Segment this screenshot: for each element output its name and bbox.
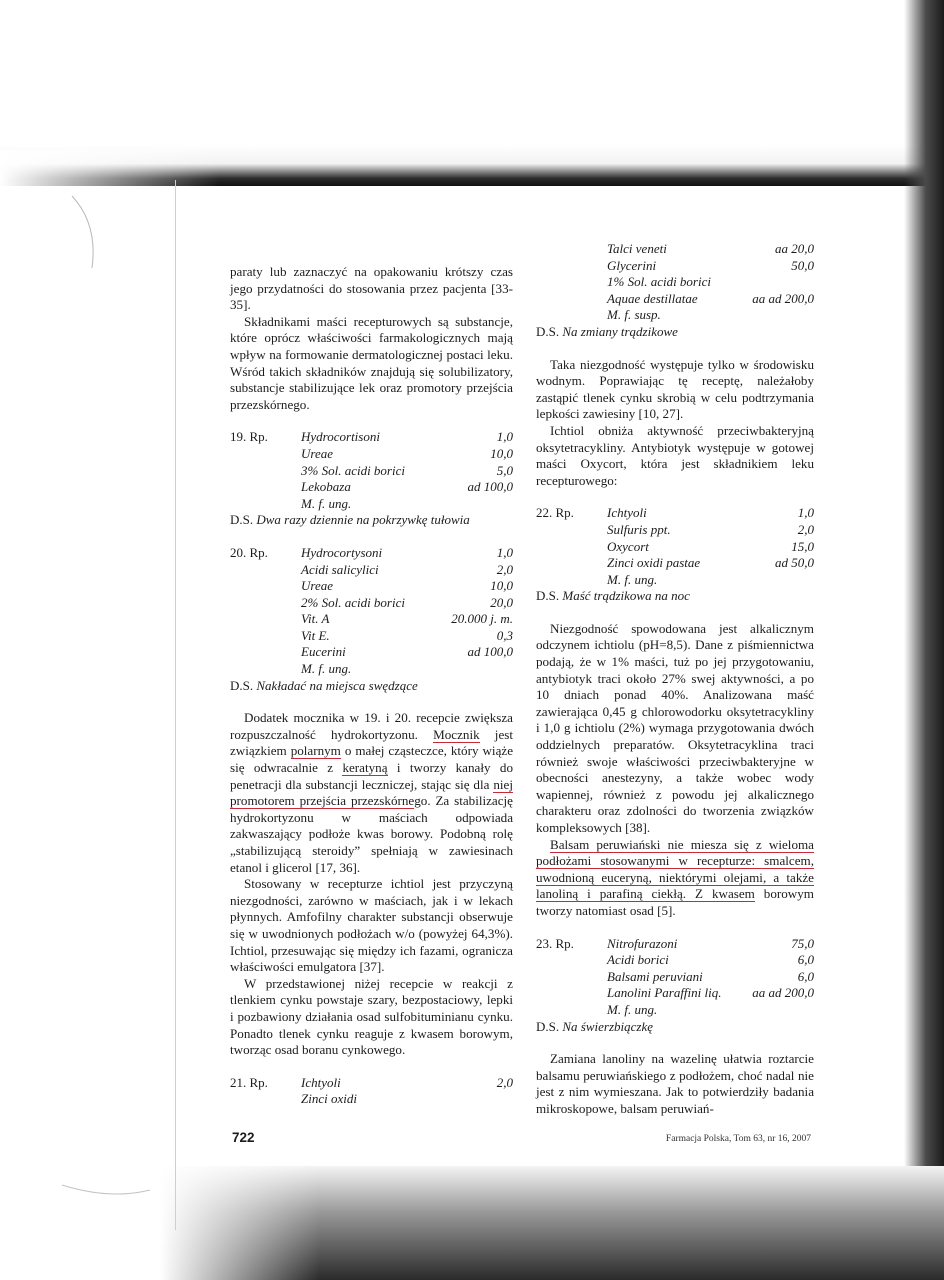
rx-amount: aa ad 200,0 xyxy=(752,290,814,306)
rx-amount: 1,0 xyxy=(797,505,814,521)
paragraph-highlighted xyxy=(230,710,513,876)
prescription-20 xyxy=(230,545,513,694)
prescription-21-continued xyxy=(536,241,814,341)
rx-ingredient: 1% Sol. acidi borici xyxy=(607,274,711,290)
rx-ingredient: Balsami peruviani xyxy=(607,968,703,984)
rx-number: 20. Rp. xyxy=(230,544,268,560)
rx-ingredient: Ureae xyxy=(301,445,334,461)
rx-amount: 1,0 xyxy=(496,429,513,445)
rx-amount: 15,0 xyxy=(791,538,814,554)
prescription-23 xyxy=(536,936,814,1036)
text-run: i tworzy kanały do penetracji dla substancji leczniczej, stając się dla xyxy=(230,760,514,792)
paragraph: Zamiana lanoliny na wazelinę ułatwia roztarcie balsamu peruwiańskiego z podłożem, choć nadal nie jest z nim wymieszana. Jak to potwierdziły badania mikroskopowe, balsam peruwiań- xyxy=(536,1051,814,1116)
rx-ingredient: M. f. ung. xyxy=(301,495,352,511)
rx-signature xyxy=(536,1019,814,1036)
rx-ingredient: Lanolini Paraffini liq. xyxy=(607,985,722,1001)
journal-citation: Farmacja Polska, Tom 63, nr 16, 2007 xyxy=(665,1134,811,1144)
paragraph: Ichtiol obniża aktywność przeciwbakteryjną oksytetracykliny. Antybiotyk występuje w gotowej maści Oxycort, która jest składnikiem leku recepturowego: xyxy=(536,422,814,488)
rx-amount: 20.000 j. m. xyxy=(451,611,513,627)
rx-amount: 6,0 xyxy=(797,952,814,968)
rx-ds-label: D.S. xyxy=(230,512,254,528)
rx-amount: 20,0 xyxy=(490,594,513,610)
rx-ingredient: Acidi salicylici xyxy=(301,561,379,577)
rx-ingredient: Zinci oxidi xyxy=(301,1091,357,1107)
rx-amount: 50,0 xyxy=(791,257,814,273)
rx-signature xyxy=(230,678,513,695)
rx-ingredient: Oxycort xyxy=(607,538,649,554)
rx-ingredient: Glycerini xyxy=(607,257,657,273)
red-underline-mark: polarnym xyxy=(290,743,341,759)
rx-ds-text: Maść trądzikowa na noc xyxy=(562,588,690,604)
rx-number: 21. Rp. xyxy=(230,1074,268,1090)
paragraph: Składnikami maści recepturowych są substancje, które oprócz właściwości farmakologicznych mają wpływ na formowanie dermatologicznej postaci leku. Wśród takich składników znajdują się solubilizatory, substancje stabilizujące lek oraz promotory przejścia przezskórnego. xyxy=(230,313,513,412)
left-column xyxy=(230,264,513,1108)
rx-ingredient: 2% Sol. acidi borici xyxy=(301,594,405,610)
text-run: Dodatek mocznika w 19. i 20. recepcie zwiększa rozpuszczalność hydrokortyzonu. xyxy=(230,710,513,742)
page-number: 722 xyxy=(232,1130,255,1145)
rx-ingredient: M. f. susp. xyxy=(607,307,661,323)
rx-ds-text: Dwa razy dziennie na pokrzywkę tułowia xyxy=(256,512,470,528)
right-column xyxy=(536,241,814,1118)
rx-ds-label: D.S. xyxy=(536,1018,560,1034)
prescription-22 xyxy=(536,505,814,605)
rx-ds-text: Na świerzbiączkę xyxy=(562,1018,654,1034)
text-run: jest związkiem xyxy=(230,726,513,759)
rx-ingredient: Ureae xyxy=(301,578,334,594)
text-run: o małej cząsteczce, który wiąże się odwracalnie z xyxy=(230,743,514,776)
rx-amount: 6,0 xyxy=(797,968,814,984)
rx-ingredient: Aquae destillatae xyxy=(607,290,698,306)
rx-ingredient: Acidi borici xyxy=(607,952,669,968)
paragraph: Taka niezgodność występuje tylko w środowisku wodnym. Poprawiając tę receptę, należałoby zastąpić tlenek cynku skrobią w celu podtrzymania lepkości zawiesiny [10, 27]. xyxy=(536,356,814,422)
rx-ingredient: Hydrocortisoni xyxy=(301,429,380,445)
rx-amount: ad 100,0 xyxy=(467,479,513,495)
rx-amount: ad 100,0 xyxy=(467,644,513,660)
rx-amount: 5,0 xyxy=(496,462,513,478)
text-run: go. Za stabilizację hydrokortyzonu w maściach odpowiada zakwaszający podłoże kwas borowy. Podobną rolę „stabilizującą steroidy” spełniają w zawiesinach etanol i glicerol [17, 36]. xyxy=(230,793,513,875)
rx-amount: ad 50,0 xyxy=(775,555,814,571)
rx-amount: 2,0 xyxy=(496,561,513,577)
rx-number: 23. Rp. xyxy=(536,935,574,951)
rx-amount: 75,0 xyxy=(791,935,814,951)
rx-ds-text: Nakładać na miejsca swędzące xyxy=(256,677,418,693)
red-underline-mark: Mocznik xyxy=(433,726,480,742)
rx-ingredient: Zinci oxidi pastae xyxy=(607,555,701,571)
rx-amount: aa 20,0 xyxy=(775,241,814,256)
rx-ingredient: Nitrofurazoni xyxy=(607,935,678,951)
rx-number: 22. Rp. xyxy=(536,505,574,521)
rx-ds-label: D.S. xyxy=(536,323,560,339)
paragraph: Niezgodność spowodowana jest alkalicznym odczynem ichtiolu (pH=8,5). Dane z piśmiennictwa podają, że w 1% maści, tuż po jej przygotowaniu, antybiotyk traci około 27% swej aktywności, a po 10 dniach ponad 40%. Analizowana maść zawierająca 0,45 g chlorowodorku oksytetracykliny i 1,0 g ichtiolu (2%) wymaga przygotowania dwóch oddzielnych preparatów. Oksytetracyklina traci również swoje właściwości przeciwbakteryjne w obecności anestezyny, a także wobec wody wapiennej, również z powodu jej alkalicznego charakteru oraz zdolności do tworzenia związków kompleksowych [38]. xyxy=(536,620,814,835)
rx-ds-text: Na zmiany trądzikowe xyxy=(562,323,678,339)
rx-amount: 10,0 xyxy=(490,578,513,594)
rx-ingredient: M. f. ung. xyxy=(607,571,658,587)
paragraph-highlighted xyxy=(536,837,814,920)
rx-amount: 2,0 xyxy=(797,521,814,537)
rx-ds-label: D.S. xyxy=(536,588,560,604)
red-underline-mark: Balsam peruwiański nie miesza się z wieloma podłożami stosowanymi w recepturze: smalcem, uwodnioną euceryną, niektórymi olejami, a także lanoliną i parafiną ciekłą. Z kwasem xyxy=(536,836,814,902)
rx-amount: 1,0 xyxy=(496,544,513,560)
prescription-19 xyxy=(230,429,513,529)
red-underline-mark: niej promotorem przejścia przezskórne xyxy=(230,776,513,809)
scan-right-shadow xyxy=(904,0,944,1280)
rx-signature xyxy=(230,512,513,529)
rx-ingredient: M. f. ung. xyxy=(607,1001,658,1017)
rx-ingredient: Vit. A xyxy=(301,611,330,627)
rx-ingredient: Vit E. xyxy=(301,627,330,643)
rx-amount: aa ad 200,0 xyxy=(752,985,814,1001)
rx-ingredient: Ichtyoli xyxy=(607,505,647,521)
rx-amount: 10,0 xyxy=(490,445,513,461)
pencil-mark xyxy=(0,0,150,1280)
rx-ingredient: Eucerini xyxy=(301,644,346,660)
rx-ingredient: Talci veneti xyxy=(607,241,667,256)
rx-ds-label: D.S. xyxy=(230,677,254,693)
rx-signature xyxy=(536,324,814,341)
paragraph: Stosowany w recepturze ichtiol jest przyczyną niezgodności, zarówno w maściach, jak i w lekach płynnych. Amfofilny charakter substancji obserwuje się w uwodnionych podłożach w/o (powyżej 64,3%). Ichtiol, przesuwając się między ich fazami, ogranicza właściwości emulgatora [37]. xyxy=(230,876,513,975)
red-underline-mark: keratyną xyxy=(342,760,388,776)
paragraph: W przedstawionej niżej recepcie w reakcji z tlenkiem cynku powstaje szary, bezpostaciowy, lepki i pozbawiony działania osad sulfobituminianu cynku. Ponadto tlenek cynku reaguje z kwasem borowym, tworząc osad boranu cynkowego. xyxy=(230,975,513,1058)
rx-ingredient: Sulfuris ppt. xyxy=(607,521,671,537)
prescription-21 xyxy=(230,1075,513,1108)
rx-ingredient: Lekobaza xyxy=(301,479,351,495)
text-run: borowym tworzy natomiast osad [5]. xyxy=(536,886,814,918)
rx-ingredient: 3% Sol. acidi borici xyxy=(301,462,405,478)
rx-number: 19. Rp. xyxy=(230,429,268,445)
rx-signature xyxy=(536,588,814,605)
rx-ingredient: Hydrocortysoni xyxy=(301,544,383,560)
paragraph: paraty lub zaznaczyć na opakowaniu krótszy czas jego przydatności do stosowania przez pacjenta [33-35]. xyxy=(230,264,513,313)
rx-ingredient: Ichtyoli xyxy=(301,1074,341,1090)
rx-amount: 2,0 xyxy=(496,1074,513,1090)
rx-ingredient: M. f. ung. xyxy=(301,661,352,677)
rx-amount: 0,3 xyxy=(496,627,513,643)
scan-bottom-shadow-fade xyxy=(160,1166,320,1280)
page-edge xyxy=(175,180,176,1230)
